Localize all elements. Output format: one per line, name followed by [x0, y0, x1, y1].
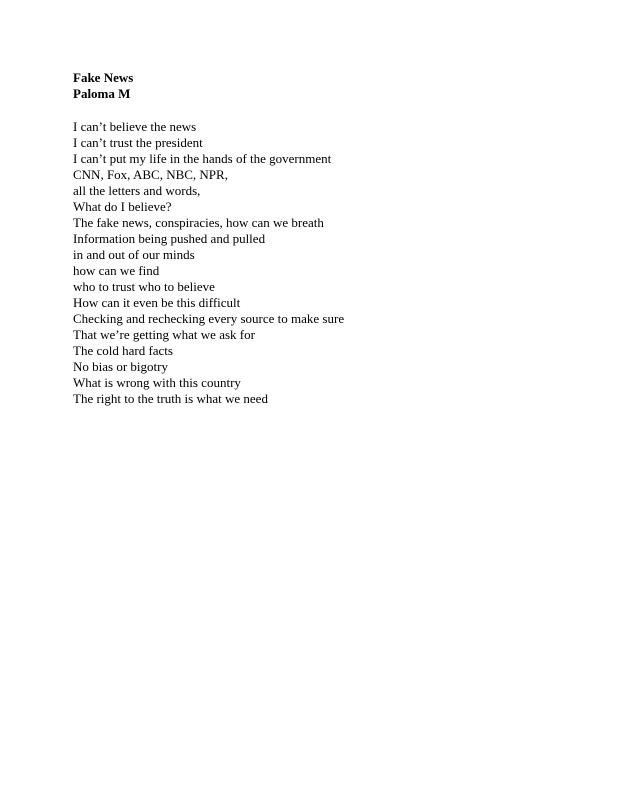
poem-line: I can’t trust the president — [73, 135, 203, 150]
poem-line: How can it even be this difficult — [73, 295, 241, 310]
poem-line: What is wrong with this country — [73, 375, 241, 390]
poem-line: CNN, Fox, ABC, NBC, NPR, — [73, 167, 228, 182]
poem-line: That we’re getting what we ask for — [73, 327, 255, 342]
poem-line: I can’t put my life in the hands of the government — [73, 151, 332, 166]
poem-line: Information being pushed and pulled — [73, 231, 266, 246]
poem-body — [73, 119, 573, 407]
poem-line: Checking and rechecking every source to make sure — [73, 311, 345, 326]
poem-line: all the letters and words, — [73, 183, 201, 198]
poem-content — [73, 70, 573, 407]
poem-line: The cold hard facts — [73, 343, 173, 358]
poem-line: who to trust who to believe — [73, 279, 215, 294]
poem-author: Paloma M — [73, 86, 131, 101]
poem-line: What do I believe? — [73, 199, 172, 214]
poem-line: The fake news, conspiracies, how can we breath — [73, 215, 324, 230]
poem-line: I can’t believe the news — [73, 119, 197, 134]
poem-line: The right to the truth is what we need — [73, 391, 268, 406]
poem-line: No bias or bigotry — [73, 359, 168, 374]
poem-line: in and out of our minds — [73, 247, 195, 262]
poem-title: Fake News — [73, 70, 134, 85]
poem-line: how can we find — [73, 263, 160, 278]
spacer — [73, 102, 573, 119]
